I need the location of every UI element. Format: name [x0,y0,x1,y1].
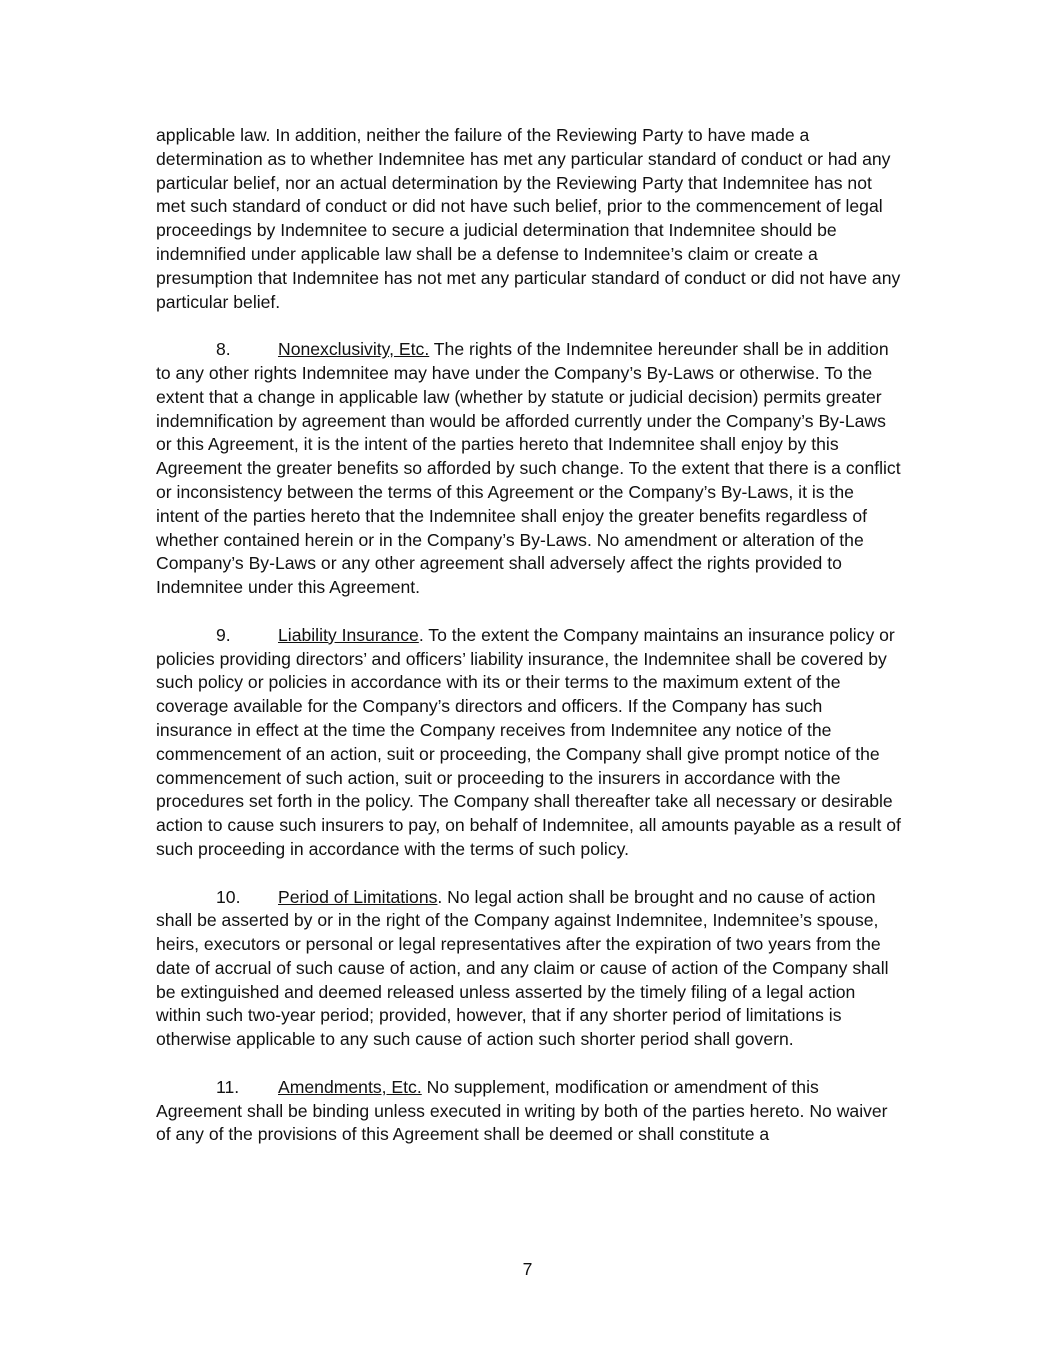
section-11-paragraph [156,1076,901,1147]
continuation-paragraph: applicable law. In addition, neither the failure of the Reviewing Party to have made a determination as to whether Indemnitee has met any particular standard of conduct or had any particular belief, nor an actual determination by the Reviewing Party that Indemnitee has not met such standard of conduct or did not have such belief, prior to the commencement of legal proceedings by Indemnitee to secure a judicial determination that Indemnitee should be indemnified under applicable law shall be a defense to Indemnitee’s claim or create a presumption that Indemnitee has not met any particular standard of conduct or did not have any particular belief. [156,125,901,312]
section-body: . To the extent the Company maintains an insurance policy or policies providing directors’ and officers’ liability insurance, the Indemnitee shall be covered by such policy or policies in accordance with its or their terms to the maximum extent of the coverage available for the Company’s directors and officers. If the Company has such insurance in effect at the time the Company receives from Indemnitee any notice of the commencement of an action, suit or proceeding, the Company shall give prompt notice of the commencement of such action, suit or proceeding to the insurers in accordance with the procedures set forth in the policy. The Company shall thereafter take all necessary or desirable action to cause such insurers to pay, on behalf of Indemnitee, all amounts payable as a result of such proceeding in accordance with the terms of such policy. [156,624,901,859]
page-number: 7 [522,1259,533,1279]
section-9-paragraph [156,624,901,862]
section-heading: Nonexclusivity, Etc. [278,339,430,360]
section-heading: Period of Limitations [278,886,438,907]
section-number: 11. [216,1076,240,1097]
document-body [156,124,901,1171]
section-8-paragraph [156,338,901,600]
section-number: 9. [216,624,231,645]
section-number: 10. [216,886,241,907]
section-heading: Amendments, Etc. [278,1076,422,1097]
section-body: No supplement, modification or amendment of this Agreement shall be binding unless executed in writing by both of the parties hereto. No waiver of any of the provisions of this Agreement shall be deemed or shall constitute a [156,1076,888,1145]
section-number: 8. [216,339,231,360]
section-heading: Liability Insurance [278,624,419,645]
section-body: . No legal action shall be brought and no cause of action shall be asserted by or in the right of the Company against Indemnitee, Indemnitee’s spouse, heirs, executors or personal or legal representatives after the expiration of two years from the date of accrual of such cause of action, and any claim or cause of action of the Company shall be extinguished and deemed released unless asserted by the timely filing of a legal action within such two-year period; provided, however, that if any shorter period of limitations is otherwise applicable to any such cause of action such shorter period shall govern. [156,886,889,1050]
section-body: The rights of the Indemnitee hereunder shall be in addition to any other rights Indemnitee may have under the Company’s By-Laws or otherwise. To the extent that a change in applicable law (whether by statute or judicial decision) permits greater indemnification by agreement than would be afforded currently under the Company’s By-Laws or this Agreement, it is the intent of the parties hereto that Indemnitee shall enjoy by this Agreement the greater benefits so afforded by such change. To the extent that there is a conflict or inconsistency between the terms of this Agreement or the Company’s By-Laws, it is the intent of the parties hereto that the Indemnitee shall enjoy the greater benefits regardless of whether contained herein or in the Company’s By-Laws. No amendment or alteration of the Company’s By-Laws or any other agreement shall adversely affect the rights provided to Indemnitee under this Agreement. [156,339,901,598]
section-10-paragraph [156,886,901,1053]
